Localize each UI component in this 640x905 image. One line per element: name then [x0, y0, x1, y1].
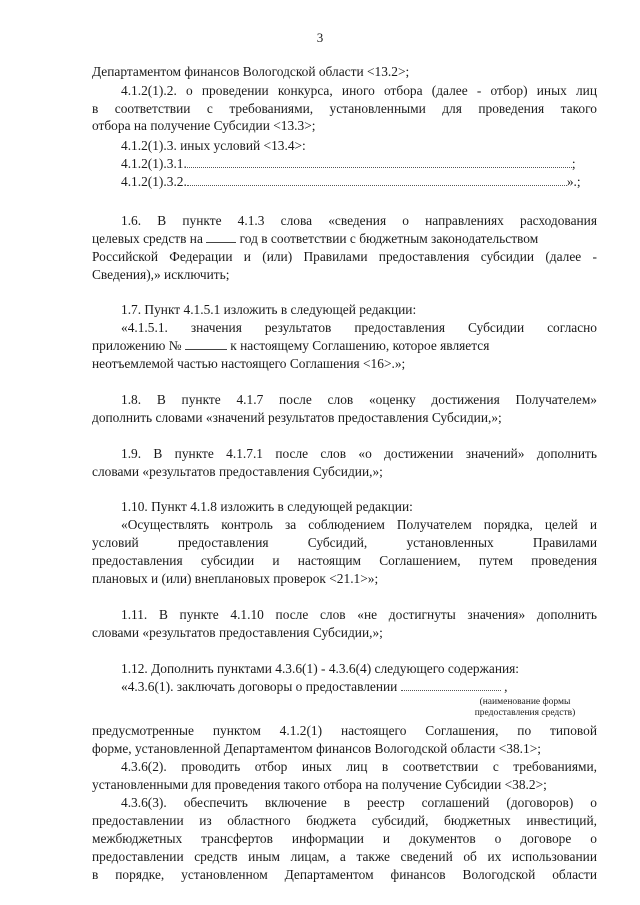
line — [121, 174, 597, 190]
line: плановых и (или) внеплановых проверок <21.1>»; — [92, 571, 379, 586]
line: 1.12. Дополнить пунктами 4.3.6(1) - 4.3.6(4) следующего содержания: — [121, 661, 520, 676]
line: Сведения),» исключить; — [92, 267, 230, 282]
line: 1.9. В пункте 4.1.7.1 после слов «о достижении значений» дополнить — [121, 446, 597, 461]
line: предусмотренные пунктом 4.1.2(1) настоящего Соглашения, по типовой — [92, 723, 597, 738]
line: Департаментом финансов Вологодской области <13.2>; — [92, 64, 410, 79]
fill-in-blank — [401, 680, 501, 691]
line — [121, 156, 597, 172]
line: 1.7. Пункт 4.1.5.1 изложить в следующей редакции: — [121, 302, 417, 317]
line: предоставлении средств иным лицам, а также сведений об их использовании — [92, 849, 597, 864]
line: 4.1.2(1).3. иных условий <13.4>: — [121, 138, 306, 153]
item-label: 4.1.2(1).3.2. — [121, 174, 187, 189]
line — [121, 679, 597, 695]
line — [92, 338, 597, 354]
line: установленными для проведения такого отбора на получение Субсидии <38.2>; — [92, 777, 547, 792]
line: в порядке, установленном Департаментом финансов Вологодской области — [92, 867, 597, 882]
line: 1.6. В пункте 4.1.3 слова «сведения о направлениях расходования — [121, 213, 597, 228]
line: Российской Федерации и (или) Правилами предоставления субсидии (далее - — [92, 249, 597, 264]
line: в соответствии с требованиями, установленными для проведения такого — [92, 101, 597, 116]
line: 4.1.2(1).2. о проведении конкурса, иного отбора (далее - отбор) иных лиц — [121, 83, 597, 98]
line: «Осуществлять контроль за соблюдением Получателем порядка, целей и — [121, 517, 597, 532]
line: 1.11. В пункте 4.1.10 после слов «не достигнуты значения» дополнить — [121, 607, 597, 622]
line-part: к настоящему Соглашению, которое является — [230, 338, 490, 353]
line: 1.8. В пункте 4.1.7 после слов «оценку достижения Получателем» — [121, 392, 597, 407]
year-blank — [206, 232, 236, 243]
fill-in-blank — [187, 157, 572, 168]
appendix-number-blank — [185, 339, 227, 350]
fill-in-blank — [187, 175, 567, 186]
item-label: 4.1.2(1).3.1. — [121, 156, 187, 171]
line-part: целевых средств на — [92, 231, 203, 246]
line-part: год в соответствии с бюджетным законодательством — [239, 231, 539, 246]
line-part: приложению № — [92, 338, 182, 353]
note-line: (наименование формы — [479, 697, 571, 707]
line: форме, установленной Департаментом финансов Вологодской области <38.1>; — [92, 741, 541, 756]
line-end: , — [504, 679, 508, 694]
line: неотъемлемой частью настоящего Соглашения <16>.»; — [92, 356, 406, 371]
line: «4.1.5.1. значения результатов предоставления Субсидии согласно — [121, 320, 597, 335]
line-part: «4.3.6(1). заключать договоры о предоставлении — [121, 679, 398, 694]
item-end: ».; — [566, 174, 581, 189]
line: 4.3.6(3). обеспечить включение в реестр соглашений (договоров) о — [121, 795, 597, 810]
line — [92, 231, 597, 247]
line: словами «результатов предоставления Субсидии,»; — [92, 464, 383, 479]
line: 4.3.6(2). проводить отбор иных лиц в соответствии с требованиями, — [121, 759, 597, 774]
line: 1.10. Пункт 4.1.8 изложить в следующей редакции: — [121, 499, 413, 514]
line: условий предоставления Субсидий, установленных Правилами — [92, 535, 597, 550]
page-number: 3 — [316, 30, 324, 45]
line: межбюджетных трансфертов информации и документов о договоре о — [92, 831, 597, 846]
item-end: ; — [571, 156, 576, 171]
form-name-note — [450, 697, 600, 719]
line: предоставлении из областного бюджета субсидий, бюджетных инвестиций, — [92, 813, 597, 828]
line: словами «результатов предоставления Субсидии,»; — [92, 625, 383, 640]
line: дополнить словами «значений результатов предоставления Субсидии,»; — [92, 410, 502, 425]
line: предоставления субсидии и настоящим Соглашением, путем проведения — [92, 553, 597, 568]
note-line: предоставления средств) — [474, 708, 576, 718]
line: отбора на получение Субсидии <13.3>; — [92, 118, 316, 133]
